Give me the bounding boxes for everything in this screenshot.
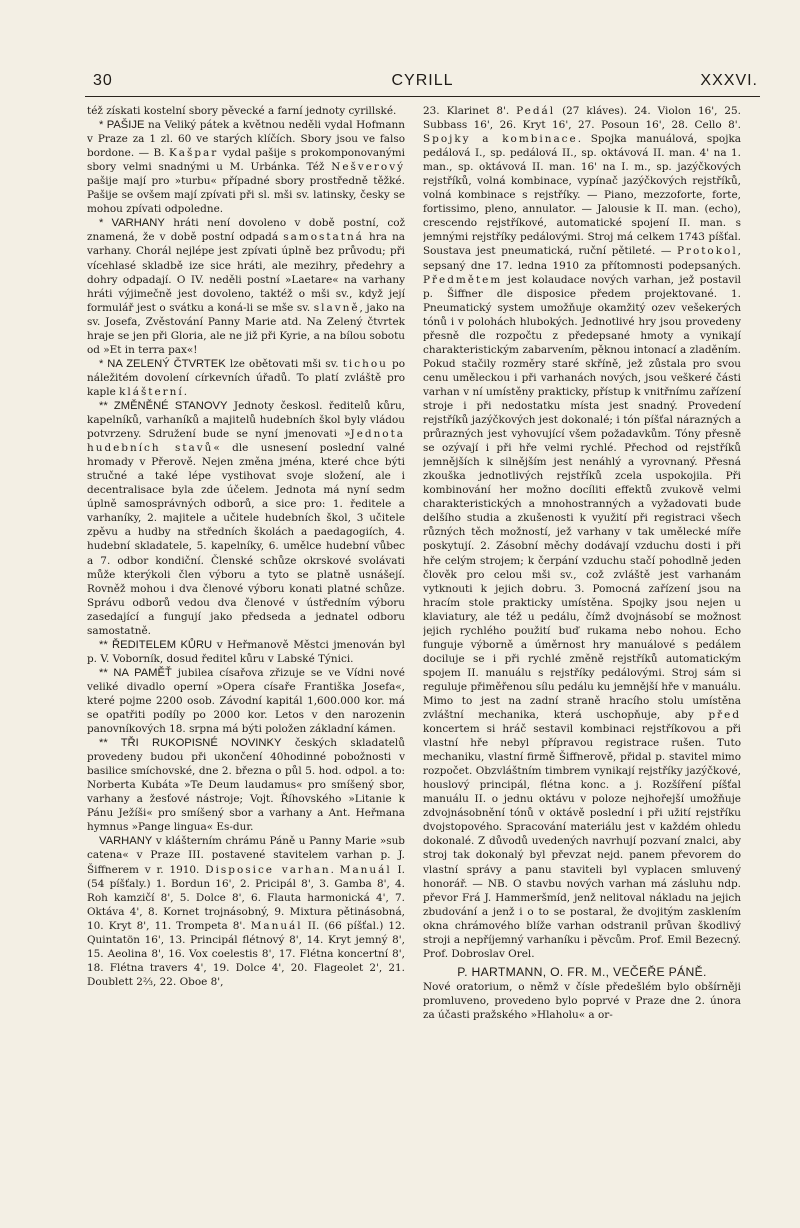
header-rule — [85, 96, 760, 97]
heading-pasije: * PAŠIJE — [99, 119, 145, 132]
paragraph-choirs: též získati kostelní sbory pěvecké a farní jednoty cyrillské. — [87, 105, 397, 117]
paragraph-reditelem-kuru: ** ŘEDITELEM KŮRU v Heřmanově Městci jmenován byl p. V. Voborník, dosud ředitel kůru v Labské Týnici. — [87, 638, 405, 665]
heading-stanovy: ** ZMĚNĚNÉ STANOVY — [99, 399, 228, 412]
volume-number: XXXVI. — [700, 72, 758, 89]
paragraph-stanovy: ** ZMĚNĚNÉ STANOVY Jednoty českosl. ředitelů kůru, kapelníků, varhaníků a majitelů hudebních škol byly vládou potvrzeny. Sdružení bude se nyní jmenovati »Jednota hudebních stavů« dle usnesení poslední valné hromady v Přerově. Nejen změna jména, které chce býti stručné a také lépe vystihovat svoje složení, ale i decentralisace byla zde účelem. Jednota má nyní sedm úplně samosprávných odborů, a sice pro: 1. ředitele a varhaníky, 2. majitele a učitele hudebních škol, 3 učitele zpěvu a hudby na středních školách a paedagogiích, 4. hudební skladatele, 5. kapelníky, 6. umělce hudební vůbec a 7. odbor kondiční. Členské schůze okrskové svolávati může kterýkoli člen výboru a tyto se platně usnášejí. Rovněž mohou i dva členové výboru konati platné schůze. Správu odborů vedou dva členové v ústředním výboru zasedající a fungují jako předseda a jednatel odboru samostatně. — [87, 399, 405, 637]
right-column — [423, 104, 741, 1184]
paragraph-varhany-disposice: VARHANY v klášterním chrámu Páně u Panny Marie »sub catena« v Praze III. postavené stavitelem varhan p. J. Šiffnerem v r. 1910. Disposice varhan. Manuál I. (54 píšťaly.) 1. Bordun 16', 2. Pricipál 8', 3. Gamba 8', 4. Roh kamzičí 8', 5. Dolce 8', 6. Flauta harmonická 4', 7. Oktáva 4', 8. Kornet trojnásobný, 9. Mixtura pětinásobná, 10. Kryt 8', 11. Trompeta 8'. Manuál II. (66 píšťal.) 12. Quintatön 16', 13. Principál flétnový 8', 14. Kryt jemný 8', 15. Aeolina 8', 16. Vox coelestis 8', 17. Flétna koncertní 8', 18. Flétna travers 4', 19. Dolce 4', 20. Flageolet 2', 21. Doublett 2⅔, 22. Oboe 8', — [87, 835, 405, 988]
paragraph-pasije: * PAŠIJE na Veliký pátek a květnou neděli vydal Hofmann v Praze za 1 zl. 60 ve starých klíčích. Sbory jsou ve falso bordone. — B. Kašpar vydal pašije s prokomponovanými sbory velmi snadnými u M. Urbánka. Též Nešverový pašije mají pro »turbu« případné sbory prostředně těžké. Pašije se ovšem mají zpívati při sl. mši sv. latinsky, česky se mohou zpívati odpoledne. — [87, 119, 405, 216]
paragraph-novinky: ** TŘI RUKOPISNÉ NOVINKY českých skladatelů provedeny budou při ukončení 40hodinné pobožnosti v basilice smíchovské, dne 2. března o půl 5. hod. odpol. a to: Norberta Kubáta »Te Deum laudamus« pro smíšený sbor, varhany a žesťové nástroje; Vojt. Říhovského »Litanie k Pánu Ježíši« pro smíšený sbor a varhany a Ant. Heřmana hymnus »Pange lingua« Es-dur. — [87, 737, 405, 834]
heading-varhany: * VARHANY — [99, 217, 165, 230]
paragraph-varhany-postni: * VARHANY hráti není dovoleno v době postní, což znamená, že v době postní odpadá samostatná hra na varhany. Chorál nejlépe jest zpívati úplně bez průvodu; při vícehlasé skladbě ize sice hráti, ale mezihry, předehry a dohry odpadají. O IV. neděli postní »Laetare« na varhany hráti výjimečně jest dovoleno, taktéž o mši sv., když její formulář jest o svátku a koná-li se mše sv. slavně, jako na sv. Josefa, Zvěstování Panny Marie atd. Na Zelený čtvrtek hraje se jen při Gloria, ale ne již při Kyrie, a na bílou sobotu od »Et in terra pax«! — [87, 217, 405, 356]
left-column — [87, 104, 405, 1184]
section-title-hartmann: P. HARTMANN, O. FR. M., VEČEŘE PÁNĚ. — [457, 964, 707, 979]
paragraph-oratorium: Nové oratorium, o němž v čísle předešlém bylo obšírněji promluveno, provedeno bylo poprvé v Praze dne 2. února za účasti pražského »Hlaholu« a or- — [423, 980, 741, 1021]
paragraph-na-pamet: ** NA PAMĚŤ jubilea císařova zřizuje se ve Vídni nové veliké divadlo operní »Opera císaře Františka Josefa«, které pojme 2200 osob. Závodní kapitál 1,600.000 kor. má se opatřiti podíly po 2000 kor. Letos v den narozenin panovníkových 18. srpna má býti položen základní kámen. — [87, 666, 405, 736]
heading-varhany-klaster: VARHANY — [99, 835, 153, 848]
page-number: 30 — [93, 72, 113, 89]
paragraph-zeleny-ctvrtek: * NA ZELENÝ ČTVRTEK lze obětovati mši sv. tichou po náležitém dovolení církevních úřadů. To platí zvláště pro kaple klášterní. — [87, 357, 405, 398]
journal-title: CYRILL — [391, 72, 454, 89]
heading-novinky: ** TŘI RUKOPISNÉ NOVINKY — [99, 737, 282, 750]
heading-reditelem-kuru: ** ŘEDITELEM KŮRU — [99, 638, 213, 651]
paragraph-disposice-continued: 23. Klarinet 8'. Pedál (27 kláves). 24. Violon 16', 25. Subbass 16', 26. Kryt 16', 27. Posoun 16', 28. Cello 8'. Spojky a kombinace. Spojka manuálová, spojka pedálová I., sp. pedálová II., sp. oktávová II. man. 4' na 1. man., sp. oktávová II. man. 16' na I. m., sp. jazýčkových rejstříků, volná kombinace, vypínač jazýčkových rejstříků, volná kombinace s rejstříky. — Piano, mezzoforte, forte, fortissimo, pleno, annulator. — Jalousie k II. man. (echo), crescendo rejstříkové, automatické spojení II. man. s jemnými rejstříky pedálovými. Stroj má celkem 1743 píšťal. Soustava jest pneumatická, ruční pětileté. — Protokol, sepsaný dne 17. ledna 1910 za přítomnosti podepsaných. Předmětem jest kolaudace nových varhan, jež postavil p. Šiffner dle disposice předem projektované. 1. Pneumatický system umožňuje okamžitý ozev vešekerých tónů i v polohách hlubokých. Jednotlivé hry jsou provedeny přesně dle rozpočtu z předepsané hmoty a vynikají charakteristickým zabarvením, pěknou intonací a zladěním. Pokud stačily rozměry staré skříně, jež zůstala pro svou cenu uměleckou i při varhanách nových, jsou veškeré části varhan v ní umístěny prakticky, přístup k vnitřnímu zařízení stroje i při nedostatku místa jest snadný. Provedení rejstříků jazýčkových jest dokonalé; i tón píšťal nárazných a průrazných jest vyhovující všem požadavkům. Tóny přesně se ozývají i při hře velmi rychlé. Přechod od rejstříků jemnějších k silnějším jest nenáhlý a vyrovnaný. Přesná zkouška jednotlivých rejstříků zcela uspokojila. Při kombinování her možno docíliti effektů zvukově velmi charakteristických a mnohostranných a vyžadovati bude delšího studia a zkušenosti k využití při registraci všech různých těch možností, jež varhany v tak umělecké míře poskytují. 2. Zásobní měchy dodávají vzduchu dosti i při hře celým strojem; k čerpání vzduchu stačí pohodlně jeden člověk pro celou mši sv., což zvláště jest varhanám vytknouti k jejich dobru. 3. Pomocná zařízení jsou na hracím stole prakticky umístěna. Spojky jsou nejen u klaviatury, ale též u pedálu, čímž dvojnásobí se možnost jejich rychlého použití buď rukama nebo nohou. Echo funguje výborně a úměrnost hry manuálové s pedálem dociluje se i při rychlé změně rejstříků automatickým spojem II. manuálu s rejstříky pedálovými. Stroj sám si reguluje přiměřenou sílu pedálu ku jemnější hře v manuálu. Mimo to jest na zadní straně hracího stolu umístěna zvláštní mechanika, která uschopňuje, aby před koncertem si hráč sestavil kombinaci rejstříkovou a při vlastní hře nebyl přípravou registrace rušen. Tuto mechaniku, vlastní firmě Šiffnerově, přidal p. stavitel mimo rozpočet. Obzvláštním timbrem vynikají rejstříky jazýčkové, houslový principál, flétna konc. a j. Rozšíření píšťal manuálu II. o jednu oktávu v poloze nejhořejší umožňuje zdvojnásobnění tónů v oktávě poslední i při užití rejstříku dvojstopového. Spracování materiálu jest v každém ohledu dokonalé. Z důvodů uvedených navrhují pozvaní znalci, aby stroj tak dokonalý byl převzat nejd. panem převorem do vlastní správy a panu staviteli byl vyplacen smluvený honorář. — NB. O stavbu nových varhan má zásluhu ndp. převor Frá J. Hammeršmíd, jenž nelitoval nákladu na jejich zbudování a jenž i o to se postaral, že dvojitým zasklením okna chrámového blíže varhan odstranil průvan škodlivý stroji a nepříjemný varhaníku i pěvcům. Prof. Emil Bezecný. Prof. Dobroslav Orel. — [423, 105, 741, 960]
heading-na-pamet: ** NA PAMĚŤ — [99, 666, 172, 679]
heading-zeleny-ctvrtek: * NA ZELENÝ ČTVRTEK — [99, 357, 226, 370]
